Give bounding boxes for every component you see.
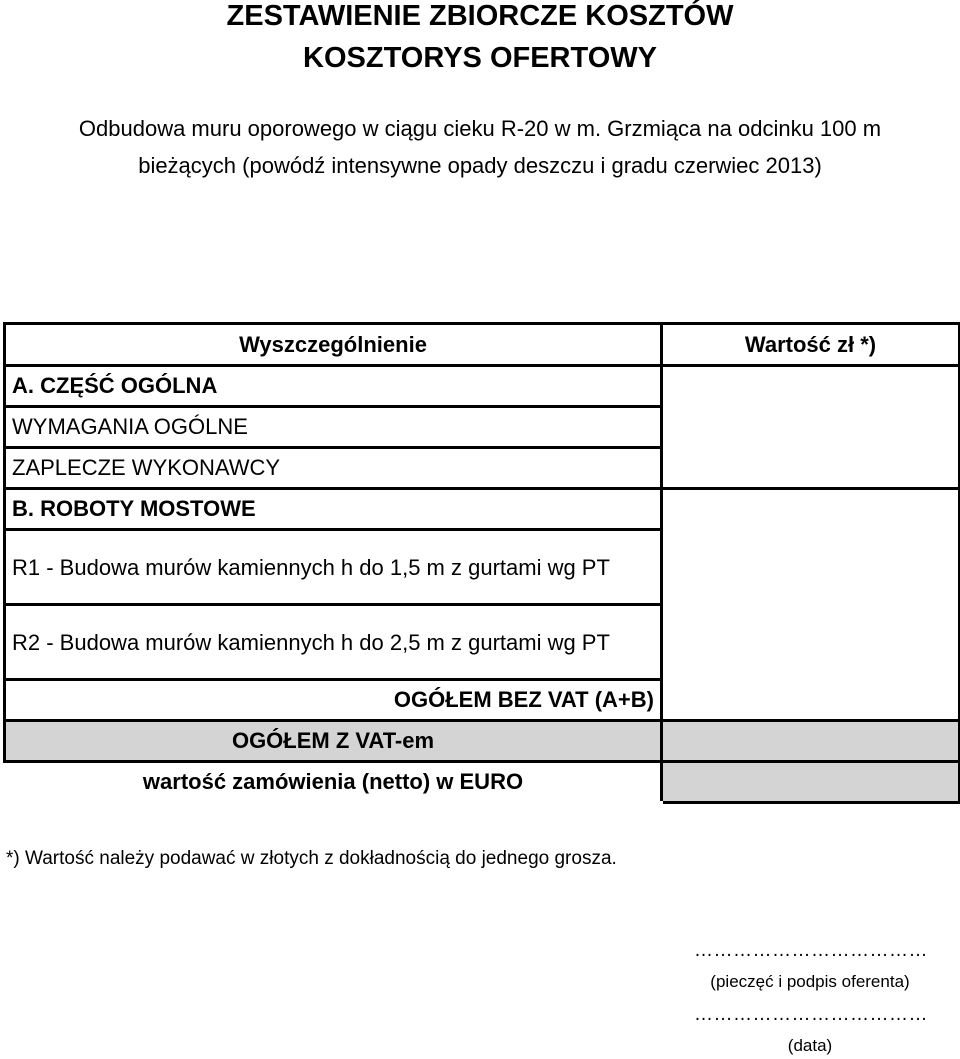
euro-value-row: [5, 762, 960, 803]
table-header-row: [5, 324, 960, 366]
footnote: *) Wartość należy podawać w złotych z dokładnością do jednego grosza.: [6, 848, 617, 869]
document-title: ZESTAWIENIE ZBIORCZE KOSZTÓW: [226, 0, 734, 32]
table-row: [5, 366, 960, 407]
column-header-value: Wartość zł *): [662, 324, 960, 366]
order-value-euro-label: wartość zamówienia (netto) w EURO: [5, 762, 662, 803]
table-row: [5, 489, 960, 530]
project-description: [0, 110, 960, 184]
section-a-label: A. CZĘŚĆ OGÓLNA: [5, 366, 662, 407]
item-r2-label: R2 - Budowa murów kamiennych h do 2,5 m z gurtami wg PT: [5, 605, 662, 680]
total-net-label: OGÓŁEM BEZ VAT (A+B): [5, 680, 662, 721]
value-cell-section-a[interactable]: [662, 366, 960, 489]
document-subtitle-title: KOSZTORYS OFERTOWY: [303, 42, 657, 74]
project-description-line2: bieżących (powódź intensywne opady deszczu i gradu czerwiec 2013): [138, 153, 822, 178]
section-b-label: B. ROBOTY MOSTOWE: [5, 489, 662, 530]
general-requirements-label: WYMAGANIA OGÓLNE: [5, 407, 662, 448]
total-vat-row: [5, 721, 960, 762]
cost-summary-table: [3, 322, 960, 804]
total-vat-value-cell[interactable]: [662, 721, 960, 762]
item-r1-label: R1 - Budowa murów kamiennych h do 1,5 m z gurtami wg PT: [5, 530, 662, 605]
stamp-signature-line: ………………………………: [694, 940, 928, 961]
date-line: ………………………………: [694, 1004, 928, 1025]
date-label: (data): [787, 1036, 833, 1055]
contractor-facilities-label: ZAPLECZE WYKONAWCY: [5, 448, 662, 489]
order-value-euro-cell[interactable]: [662, 762, 960, 803]
column-header-description: Wyszczególnienie: [5, 324, 662, 366]
value-cell-section-b[interactable]: [662, 489, 960, 721]
total-vat-label: OGÓŁEM Z VAT-em: [5, 721, 662, 762]
stamp-signature-label: (pieczęć i podpis oferenta): [710, 972, 910, 991]
project-description-line1: Odbudowa muru oporowego w ciągu cieku R-20 w m. Grzmiąca na odcinku 100 m: [78, 116, 882, 141]
